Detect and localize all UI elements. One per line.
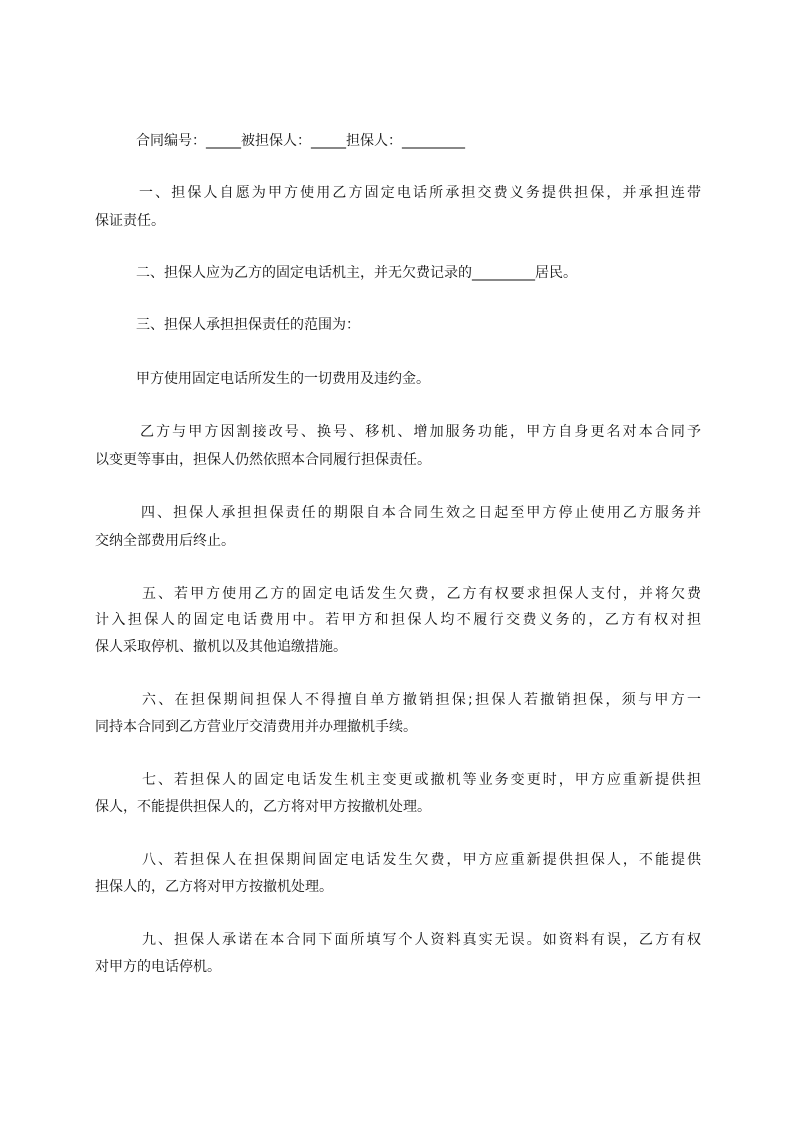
contract-header-line: 合同编号：_____被担保人：_____担保人：_________ — [136, 133, 465, 149]
clause-4-line-2: 交纳全部费用后终止。 — [95, 533, 235, 549]
clause-5-line-3: 保人采取停机、撤机以及其他追缴措施。 — [95, 639, 347, 655]
clause-3b-line-1: 乙方与甲方因割接改号、换号、移机、增加服务功能，甲方自身更名对本合同予 — [140, 424, 701, 440]
clause-3-line-1: 三、担保人承担担保责任的范围为： — [136, 317, 360, 333]
clause-4-line-1: 四、担保人承担担保责任的期限自本合同生效之日起至甲方停止使用乙方服务并 — [141, 505, 701, 521]
clause-7-line-1: 七、若担保人的固定电话发生机主变更或撤机等业务变更时，甲方应重新提供担 — [142, 772, 701, 788]
clause-5-line-1: 五、若甲方使用乙方的固定电话发生欠费，乙方有权要求担保人支付，并将欠费 — [142, 586, 701, 602]
clause-5-line-2: 计入担保人的固定电话费用中。若甲方和担保人均不履行交费义务的，乙方有权对担 — [95, 612, 701, 628]
clause-9-line-2: 对甲方的电话停机。 — [95, 959, 221, 975]
clause-6-line-1: 六、在担保期间担保人不得擅自单方撤销担保;担保人若撤销担保，须与甲方一 — [142, 692, 701, 708]
clause-3a-line-1: 甲方使用固定电话所发生的一切费用及违约金。 — [136, 371, 430, 387]
clause-2-line-1: 二、担保人应为乙方的固定电话机主，并无欠费记录的_________居民。 — [136, 265, 577, 281]
clause-1-line-1: 一、担保人自愿为甲方使用乙方固定电话所承担交费义务提供担保，并承担连带 — [139, 185, 701, 201]
clause-3b-line-2: 以变更等事由，担保人仍然依照本合同履行担保责任。 — [95, 452, 431, 468]
clause-8-line-2: 担保人的，乙方将对甲方按撤机处理。 — [95, 879, 333, 895]
clause-6-line-2: 同持本合同到乙方营业厅交清费用并办理撤机手续。 — [95, 719, 417, 735]
clause-1-line-2: 保证责任。 — [95, 213, 165, 229]
clause-8-line-1: 八、若担保人在担保期间固定电话发生欠费，甲方应重新提供担保人，不能提供 — [142, 852, 701, 868]
clause-7-line-2: 保人，不能提供担保人的，乙方将对甲方按撤机处理。 — [95, 799, 431, 815]
clause-9-line-1: 九、担保人承诺在本合同下面所填写个人资料真实无误。如资料有误，乙方有权 — [142, 932, 701, 948]
